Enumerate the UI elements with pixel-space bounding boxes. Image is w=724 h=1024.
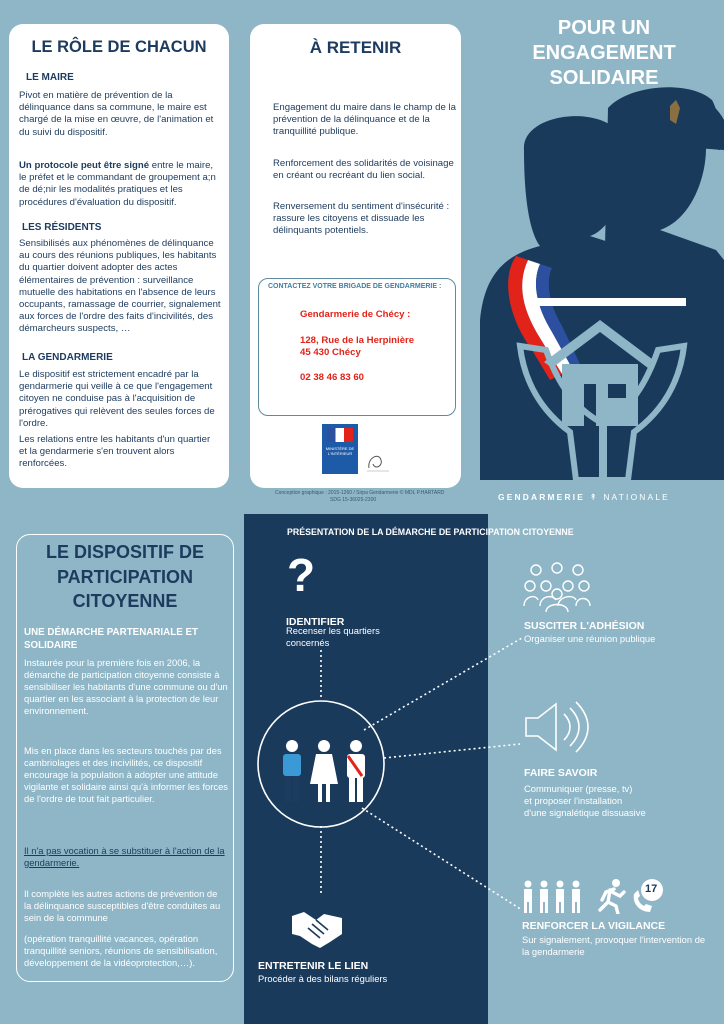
retenir-p3: Renversement du sentiment d'insécurité : rassure les citoyens et dissuade les délinquants potentiels.: [273, 201, 450, 237]
faire-title: FAIRE SAVOIR: [524, 767, 598, 779]
brigade-address-1: 128, Rue de la Herpinière: [300, 335, 415, 346]
ministere-text: MINISTÈRE DE L'INTÉRIEUR: [325, 446, 355, 456]
dispositif-p3: Il n'a pas vocation à se substituer à l'action de la gendarmerie.: [24, 845, 225, 868]
crowd-icon: [522, 560, 592, 614]
susciter-title: SUSCITER L'ADHÉSION: [524, 620, 645, 632]
dispositif-p4: Il complète les autres actions de prévention de la délinquance susceptibles d'être conduites au sein de la commune: [24, 888, 221, 923]
maire-title: LE MAIRE: [26, 72, 74, 83]
ministere-logo: [322, 424, 358, 474]
residents-text: Sensibilisés aux phénomènes de délinquance au cours des réunions publiques, les habitants du quartier doivent adopter des actes élémentaires de prévention : surveillance mutuelle des habitations en l'absence de leurs occupants, ramassage de courrier, signalement aux forces de l'ordre des faits d'incivilités, des démarcheurs suspects, …: [19, 238, 221, 335]
entretenir-text: Procéder à des bilans réguliers: [258, 973, 388, 984]
retenir-title: À RETENIR: [309, 38, 402, 57]
brand-light: NATIONALE: [603, 492, 670, 502]
vigilance-people-icon: [522, 880, 594, 914]
residents-title: LES RÉSIDENTS: [22, 222, 102, 233]
retenir-card: [250, 24, 461, 488]
gendarmerie-text-2: Les relations entre les habitants d'un quartier et la gendarmerie s'en trouvent alors renforcées.: [19, 434, 211, 470]
entretenir-title: ENTRETENIR LE LIEN: [258, 960, 369, 972]
retenir-p1: Engagement du maire dans le champ de la prévention de la délinquance et de la tranquillité publique.: [273, 102, 456, 138]
faire-text-2: et proposer l'installation: [524, 795, 623, 806]
protocole-bold: Un protocole peut être signé: [19, 160, 150, 171]
dispositif-title: [16, 540, 234, 614]
brand-bold: GENDARMERIE: [498, 492, 586, 502]
protocole-text: [19, 160, 221, 209]
vigilance-title: RENFORCER LA VIGILANCE: [522, 920, 666, 932]
identifier-title: IDENTIFIER: [286, 616, 345, 628]
running-man-icon: [596, 878, 626, 914]
brigade-address-2: 45 430 Chécy: [300, 347, 361, 358]
cover-title-3: SOLIDAIRE: [549, 67, 659, 89]
presentation-title: PRÉSENTATION DE LA DÉMARCHE DE PARTICIPATION CITOYENNE: [287, 527, 574, 537]
gendarmerie-title: LA GENDARMERIE: [22, 352, 113, 363]
dispositif-title-2: PARTICIPATION: [57, 566, 193, 587]
dispositif-title-1: LE DISPOSITIF DE: [45, 542, 205, 562]
identifier-text: Recenser les quartiers concernés: [286, 625, 380, 648]
dispositif-p1: Instaurée pour la première fois en 2006, la démarche de participation citoyenne consiste à sensibiliser les habitants d'une commune ou d'un quartier en les associant à la protection de leur environnement.: [24, 657, 228, 716]
brand: [498, 492, 670, 502]
gendarmerie-text-1: Le dispositif est strictement encadré par la gendarmerie qui veille à ce que l'engagement citoyen ne conduise pas à l'acquisition de prérogatives qui relèvent des seules forces de l'ordre.: [19, 369, 215, 429]
mayor-gendarme-illustration: [480, 80, 724, 480]
speaker-icon: [522, 696, 592, 758]
faire-text-3: d'une signalétique dissuasive: [524, 807, 646, 818]
protocole-rest: entre le maire, le préfet et le commandant de groupement a;n de dé;nir les modalités pratiques et les procédures d'évaluation du dispositif.: [19, 160, 216, 208]
citizens-icon: [276, 736, 372, 808]
credits-1: Conception graphique : 2015-1260 / Sirpa Gendarmerie © MDL P.HARTARD: [275, 490, 445, 496]
question-icon: ?: [287, 549, 316, 601]
cover-title-1: POUR UN: [557, 17, 651, 39]
cover-title-2: ENGAGEMENT: [532, 42, 676, 64]
signature-logo-icon: [365, 450, 393, 474]
faire-text-1: Communiquer (presse, tv): [524, 783, 633, 794]
credits-2: SDG 15-36025-2300: [330, 497, 377, 503]
brand-flame-icon: ↟: [589, 492, 599, 502]
maire-text: Pivot en matière de prévention de la délinquance dans sa commune, le maire est chargé de la mise en œuvre, de l'animation et du suivi du dispositif.: [19, 90, 214, 138]
role-title: LE RÔLE DE CHACUN: [31, 38, 207, 56]
susciter-text: Organiser une réunion publique: [524, 633, 656, 644]
handshake-icon: [290, 908, 344, 950]
dispositif-p2: Mis en place dans les secteurs touchés par des cambriolages et des incivilités, ce dispositif encourage la population à adopter une attitude vigilante et solidaire ainsi qu'à informer les forces de l'ordre de tout fait particulier.: [24, 745, 228, 804]
phone-17-badge: 17: [645, 883, 658, 895]
dispositif-sub: UNE DÉMARCHE PARTENARIALE ET SOLIDAIRE: [24, 627, 198, 651]
dispositif-p5: (opération tranquillité vacances, opération tranquillité seniors, réunions de sensibilisation, développement de la vidéoprotection,…).: [24, 933, 218, 968]
contact-title: CONTACTEZ VOTRE BRIGADE DE GENDARMERIE :: [268, 283, 442, 290]
brigade-name: Gendarmerie de Chécy :: [300, 309, 411, 320]
vigilance-text: Sur signalement, provoquer l'intervention de la gendarmerie: [522, 934, 706, 957]
retenir-p2: Renforcement des solidarités de voisinage en créant ou recréant du lien social.: [273, 158, 454, 182]
brigade-phone: 02 38 46 83 60: [300, 372, 365, 383]
dispositif-title-3: CITOYENNE: [72, 591, 178, 611]
